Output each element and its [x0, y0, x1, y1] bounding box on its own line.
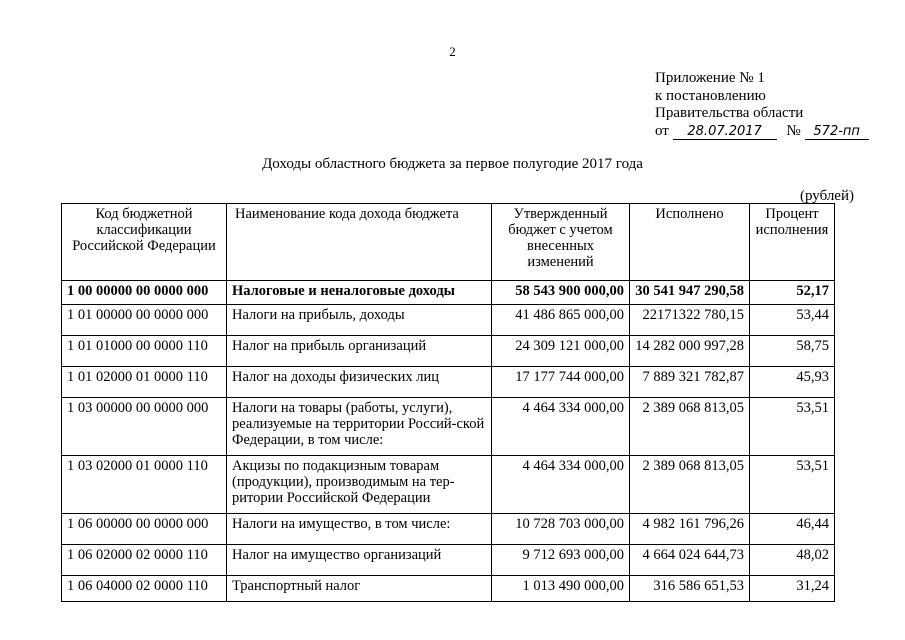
cell-percent: 53,51	[750, 398, 835, 456]
table-row	[62, 281, 835, 305]
cell-code: 1 06 04000 02 0000 110	[62, 576, 227, 602]
cell-percent: 53,44	[750, 305, 835, 336]
date-prefix: от	[655, 122, 669, 139]
appendix-line-2: к постановлению	[655, 87, 766, 104]
table-row	[62, 398, 835, 456]
cell-name: Налог на прибыль организаций	[227, 336, 492, 367]
cell-executed: 14 282 000 997,28	[630, 336, 750, 367]
cell-name: Налоги на прибыль, доходы	[227, 305, 492, 336]
table-row	[62, 336, 835, 367]
handwritten-date: 28.07.2017	[673, 125, 777, 140]
appendix-line-3: Правительства области	[655, 105, 804, 121]
cell-name: Налог на доходы физических лиц	[227, 367, 492, 398]
cell-executed: 2 389 068 813,05	[630, 456, 750, 514]
cell-name: Налоги на товары (работы, услуги), реализуемые на территории Россий-ской Федерации, в том числе:	[227, 398, 492, 456]
table-row	[62, 514, 835, 545]
units-label: (рублей)	[799, 188, 854, 204]
cell-executed: 4 664 024 644,73	[630, 545, 750, 576]
revenue-table	[61, 203, 835, 602]
cell-percent: 46,44	[750, 514, 835, 545]
cell-executed: 7 889 321 782,87	[630, 367, 750, 398]
cell-code: 1 01 02000 01 0000 110	[62, 367, 227, 398]
cell-percent: 48,02	[750, 545, 835, 576]
cell-code: 1 01 01000 00 0000 110	[62, 336, 227, 367]
cell-approved: 9 712 693 000,00	[492, 545, 630, 576]
cell-code: 1 06 00000 00 0000 000	[62, 514, 227, 545]
table-header-row	[62, 204, 835, 281]
cell-approved: 1 013 490 000,00	[492, 576, 630, 602]
cell-percent: 58,75	[750, 336, 835, 367]
cell-code: 1 00 00000 00 0000 000	[62, 281, 227, 305]
cell-name: Налоги на имущество, в том числе:	[227, 514, 492, 545]
cell-approved: 58 543 900 000,00	[492, 281, 630, 305]
appendix-date-line	[655, 123, 869, 141]
header-name: Наименование кода дохода бюджета	[227, 204, 492, 281]
cell-name: Транспортный налог	[227, 576, 492, 602]
cell-executed: 2 389 068 813,05	[630, 398, 750, 456]
cell-approved: 4 464 334 000,00	[492, 456, 630, 514]
cell-name: Налог на имущество организаций	[227, 545, 492, 576]
table-body	[62, 281, 835, 602]
cell-code: 1 06 02000 02 0000 110	[62, 545, 227, 576]
cell-executed: 30 541 947 290,58	[630, 281, 750, 305]
cell-code: 1 01 00000 00 0000 000	[62, 305, 227, 336]
document-title: Доходы областного бюджета за первое полугодие 2017 года	[262, 156, 643, 172]
header-approved: Утвержденный бюджет с учетом внесенных изменений	[492, 204, 630, 281]
cell-code: 1 03 02000 01 0000 110	[62, 456, 227, 514]
cell-approved: 41 486 865 000,00	[492, 305, 630, 336]
table-row	[62, 456, 835, 514]
cell-percent: 52,17	[750, 281, 835, 305]
cell-approved: 17 177 744 000,00	[492, 367, 630, 398]
header-percent: Процент исполнения	[750, 204, 835, 281]
cell-percent: 53,51	[750, 456, 835, 514]
cell-percent: 31,24	[750, 576, 835, 602]
cell-approved: 24 309 121 000,00	[492, 336, 630, 367]
cell-percent: 45,93	[750, 367, 835, 398]
handwritten-number: 572-пп	[805, 125, 869, 140]
appendix-line-1: Приложение № 1	[655, 70, 765, 86]
table-row	[62, 576, 835, 602]
cell-approved: 10 728 703 000,00	[492, 514, 630, 545]
table-row	[62, 305, 835, 336]
cell-code: 1 03 00000 00 0000 000	[62, 398, 227, 456]
appendix-block	[655, 70, 869, 140]
cell-executed: 22171322 780,15	[630, 305, 750, 336]
header-code: Код бюджетной классификации Российской Федерации	[62, 204, 227, 281]
table-row	[62, 367, 835, 398]
cell-executed: 316 586 651,53	[630, 576, 750, 602]
cell-name: Налоговые и неналоговые доходы	[227, 281, 492, 305]
table-row	[62, 545, 835, 576]
number-prefix: №	[786, 122, 801, 139]
header-executed: Исполнено	[630, 204, 750, 281]
cell-approved: 4 464 334 000,00	[492, 398, 630, 456]
page-number: 2	[449, 44, 456, 59]
cell-name: Акцизы по подакцизным товарам (продукции), производимым на тер-ритории Российской Федерации	[227, 456, 492, 514]
cell-executed: 4 982 161 796,26	[630, 514, 750, 545]
